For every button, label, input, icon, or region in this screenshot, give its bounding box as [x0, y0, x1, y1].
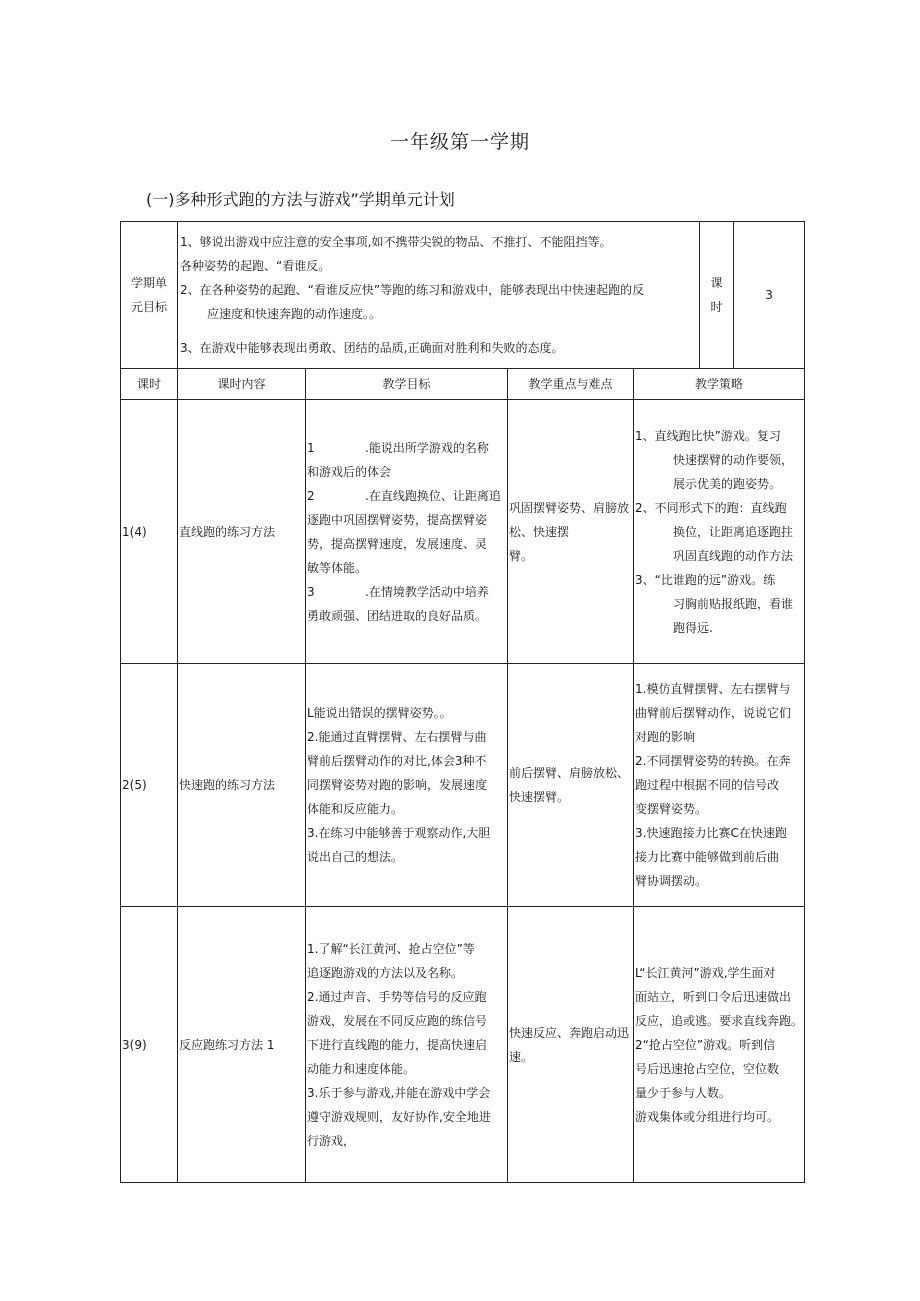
content-cell: 快速跑的练习方法	[178, 664, 306, 907]
strategies-cell: 1.模仿直臂摆臂、左右摆臂与 曲臂前后摆臂动作，说说它们 对跑的影响 2.不同摆臂姿势的转换。在奔 跑过程中根据不同的信号改 变摆臂姿势。 3.快速跑接力比赛C在快速跑 接力比赛中能够做到前后曲 臂协调摆动。	[634, 664, 805, 907]
content-cell: 直线跑的练习方法	[178, 400, 306, 664]
key-points-cell: 前后摆臂、肩膀放松、 快速摆臂。	[508, 664, 634, 907]
goal-line: 应速度和快速奔跑的动作速度。。	[207, 307, 382, 321]
goal-line: 1、够说出游戏中应注意的安全事项,如不携带尖锐的物品、不推打、不能阻挡等。	[180, 235, 612, 249]
strategies-cell: L“长江黄河”游戏,学生面对 面站立，听到口令后迅速做出 反应，追或逃。要求直线奔跑。 2“抢占空位”游戏。听到信 号后迅速抢占空位，空位数 量少于参与人数。 游戏集体或分组进行均可。	[634, 907, 805, 1183]
header-period: 课时	[121, 369, 178, 400]
header-content: 课时内容	[178, 369, 306, 400]
lesson-row	[121, 907, 805, 1183]
unit-plan-table	[120, 221, 805, 1183]
goals-label: 学期单 元目标	[121, 222, 178, 369]
content-cell: 反应跑练习方法 1	[178, 907, 306, 1183]
hours-label: 课 时	[700, 222, 734, 369]
goals-text	[178, 222, 700, 369]
objectives-cell: L能说出错误的摆臂姿势。。 2.能通过直臂摆臂、左右摆臂与曲 臂前后摆臂动作的对比,体会3种不 同摆臂姿势对跑的影响，发展速度 体能和反应能力。 3.在练习中能够善于观察动作,大胆 说出自己的想法。	[306, 664, 508, 907]
period-cell: 1(4)	[121, 400, 178, 664]
lesson-row	[121, 400, 805, 664]
objectives-cell: 1 .能说出所学游戏的名称 和游戏后的体会 2 .在直线跑换位、让距离追 逐跑中巩固摆臂姿势，提高摆臂姿 势，提高摆臂速度，发展速度、灵 敏等体能。 3 .在情境教学活动中培养 勇敢顽强、团结进取的良好品质。	[306, 400, 508, 664]
header-row	[121, 369, 805, 400]
header-objectives: 教学目标	[306, 369, 508, 400]
goal-line: 各种姿势的起跑、“看谁反。	[180, 259, 331, 273]
hours-value: 3	[734, 222, 805, 369]
header-strategies: 教学策略	[634, 369, 805, 400]
objectives-cell: 1.了解“长江黄河、抢占空位”等 追逐跑游戏的方法以及名称。 2.通过声音、手势等信号的反应跑 游戏，发展在不同反应跑的练信号 下进行直线跑的能力，提高快速启 动能力和速度体能。 3.乐于参与游戏,并能在游戏中学会 遵守游戏规则，友好协作,安全地进 行游戏，	[306, 907, 508, 1183]
header-key-points: 教学重点与难点	[508, 369, 634, 400]
key-points-cell: 巩固摆臂姿势、肩膀放 松、快速摆 臂。	[508, 400, 634, 664]
unit-title: (一)多种形式跑的方法与游戏”学期单元计划	[146, 190, 455, 209]
period-cell: 3(9)	[121, 907, 178, 1183]
goal-line: 3、在游戏中能够表现出勇敢、团结的品质,正确面对胜利和失败的态度。	[180, 341, 564, 355]
goals-row	[121, 222, 805, 369]
page-title: 一年级第一学期	[389, 131, 530, 153]
goal-line: 2、在各种姿势的起跑、“看谁反应快”等跑的练习和游戏中，能够表现出中快速起跑的反	[180, 283, 645, 297]
strategies-cell: 1、直线跑比快”游戏。复习 快速摆臂的动作要领， 展示优美的跑姿势。 2、不同形式下的跑：直线跑 换位，让距离追逐跑拄 巩固直线跑的动作方法 3、“比谁跑的远”游戏。练 习胸前贴报纸跑，看谁 跑得远.	[634, 400, 805, 664]
period-cell: 2(5)	[121, 664, 178, 907]
lesson-row	[121, 664, 805, 907]
key-points-cell: 快速反应、奔跑启动迅 速。	[508, 907, 634, 1183]
